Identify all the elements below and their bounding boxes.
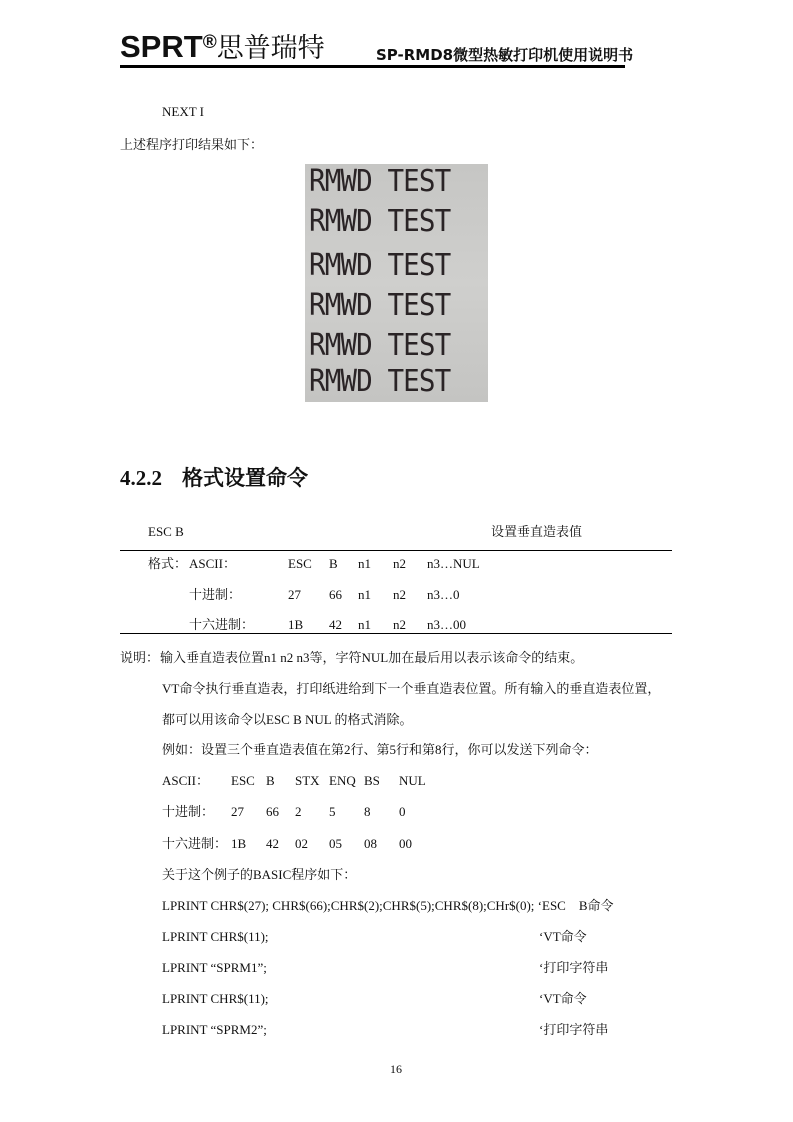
section-title: 格式设置命令 xyxy=(182,466,308,490)
format-cell: 42 xyxy=(329,617,342,632)
format-cell: n3…NUL xyxy=(427,556,480,571)
print-line: RMWD TEST xyxy=(309,328,451,363)
format-cell: 66 xyxy=(329,587,342,602)
basic-code-line: LPRINT CHR$(11); xyxy=(162,929,269,944)
example-row-label: ASCII： xyxy=(162,773,209,788)
basic-code-line: LPRINT CHR$(27); CHR$(66);CHR$(2);CHR$(5);CHR$(8);CHr$(0); ‘ESC B命令 xyxy=(162,898,614,913)
example-cell: 2 xyxy=(295,804,302,819)
header-divider xyxy=(120,65,625,68)
result-caption: 上述程序打印结果如下： xyxy=(120,137,264,152)
print-line: RMWD TEST xyxy=(309,204,451,239)
example-cell: 8 xyxy=(364,804,371,819)
example-cell: 66 xyxy=(266,804,279,819)
format-cell: n2 xyxy=(393,587,406,602)
example-cell: 42 xyxy=(266,836,279,851)
table-bottom-rule xyxy=(120,633,672,634)
basic-code-comment: ‘VT命令 xyxy=(539,929,587,944)
explanation-line: 都可以用该命令以ESC B NUL 的格式消除。 xyxy=(162,712,413,727)
example-cell: 02 xyxy=(295,836,308,851)
format-row-label: 十六进制： xyxy=(189,617,255,632)
example-cell: 1B xyxy=(231,836,247,851)
format-cell: n3…0 xyxy=(427,587,460,602)
example-cell: ENQ xyxy=(329,773,356,788)
section-heading xyxy=(120,465,308,491)
example-row-label: 十六进制： xyxy=(162,836,228,851)
document-title: SP-RMD8微型热敏打印机使用说明书 xyxy=(376,46,634,64)
format-cell: ESC xyxy=(288,556,312,571)
format-cell: B xyxy=(329,556,338,571)
section-number: 4.2.2 xyxy=(120,466,162,490)
example-cell: 27 xyxy=(231,804,244,819)
command-description: 设置垂直造表值 xyxy=(491,524,583,539)
print-result-photo xyxy=(305,164,488,402)
format-cell: n2 xyxy=(393,617,406,632)
basic-intro: 关于这个例子的BASIC程序如下： xyxy=(162,867,357,882)
format-label: 格式： xyxy=(148,556,188,571)
explanation-line: VT命令执行垂直造表，打印纸进给到下一个垂直造表位置。所有输入的垂直造表位置， xyxy=(162,681,661,696)
format-row-label: 十进制： xyxy=(189,587,242,602)
registered-mark: ® xyxy=(202,32,217,53)
print-line: RMWD TEST xyxy=(309,288,451,323)
explanation-line: 输入垂直造表位置n1 n2 n3等，字符NUL加在最后用以表示该命令的结束。 xyxy=(160,650,584,665)
example-cell: 0 xyxy=(399,804,406,819)
example-row-label: 十进制： xyxy=(162,804,215,819)
basic-code-comment: ‘打印字符串 xyxy=(539,1022,609,1037)
example-cell: 00 xyxy=(399,836,412,851)
explanation-label: 说明： xyxy=(120,650,160,665)
example-intro: 例如：设置三个垂直造表值在第2行、第5行和第8行，你可以发送下列命令： xyxy=(162,742,598,757)
brand-chinese: 思普瑞特 xyxy=(216,33,325,64)
table-top-rule xyxy=(120,550,672,551)
example-cell: ESC xyxy=(231,773,255,788)
format-cell: 27 xyxy=(288,587,301,602)
example-cell: 5 xyxy=(329,804,336,819)
print-line: RMWD TEST xyxy=(309,248,451,283)
brand-latin: SPRT xyxy=(120,29,203,64)
example-cell: STX xyxy=(295,773,320,788)
basic-code-line: LPRINT CHR$(11); xyxy=(162,991,269,1006)
format-cell: n1 xyxy=(358,587,371,602)
basic-code-comment: ‘打印字符串 xyxy=(539,960,609,975)
example-cell: 08 xyxy=(364,836,377,851)
command-name: ESC B xyxy=(148,524,184,539)
format-cell: n3…00 xyxy=(427,617,466,632)
print-line: RMWD TEST xyxy=(309,364,451,399)
basic-code-line: LPRINT “SPRM2”; xyxy=(162,1022,267,1037)
format-cell: 1B xyxy=(288,617,304,632)
format-row-label: ASCII： xyxy=(189,556,236,571)
example-cell: 05 xyxy=(329,836,342,851)
example-cell: BS xyxy=(364,773,380,788)
example-cell: B xyxy=(266,773,275,788)
print-line: RMWD TEST xyxy=(309,164,451,199)
format-cell: n2 xyxy=(393,556,406,571)
brand-logo xyxy=(120,30,325,66)
format-cell: n1 xyxy=(358,617,371,632)
page-number: 16 xyxy=(390,1062,402,1076)
basic-code-line: LPRINT “SPRM1”; xyxy=(162,960,267,975)
code-line-next: NEXT I xyxy=(162,104,205,119)
basic-code-comment: ‘VT命令 xyxy=(539,991,587,1006)
example-cell: NUL xyxy=(399,773,426,788)
format-cell: n1 xyxy=(358,556,371,571)
